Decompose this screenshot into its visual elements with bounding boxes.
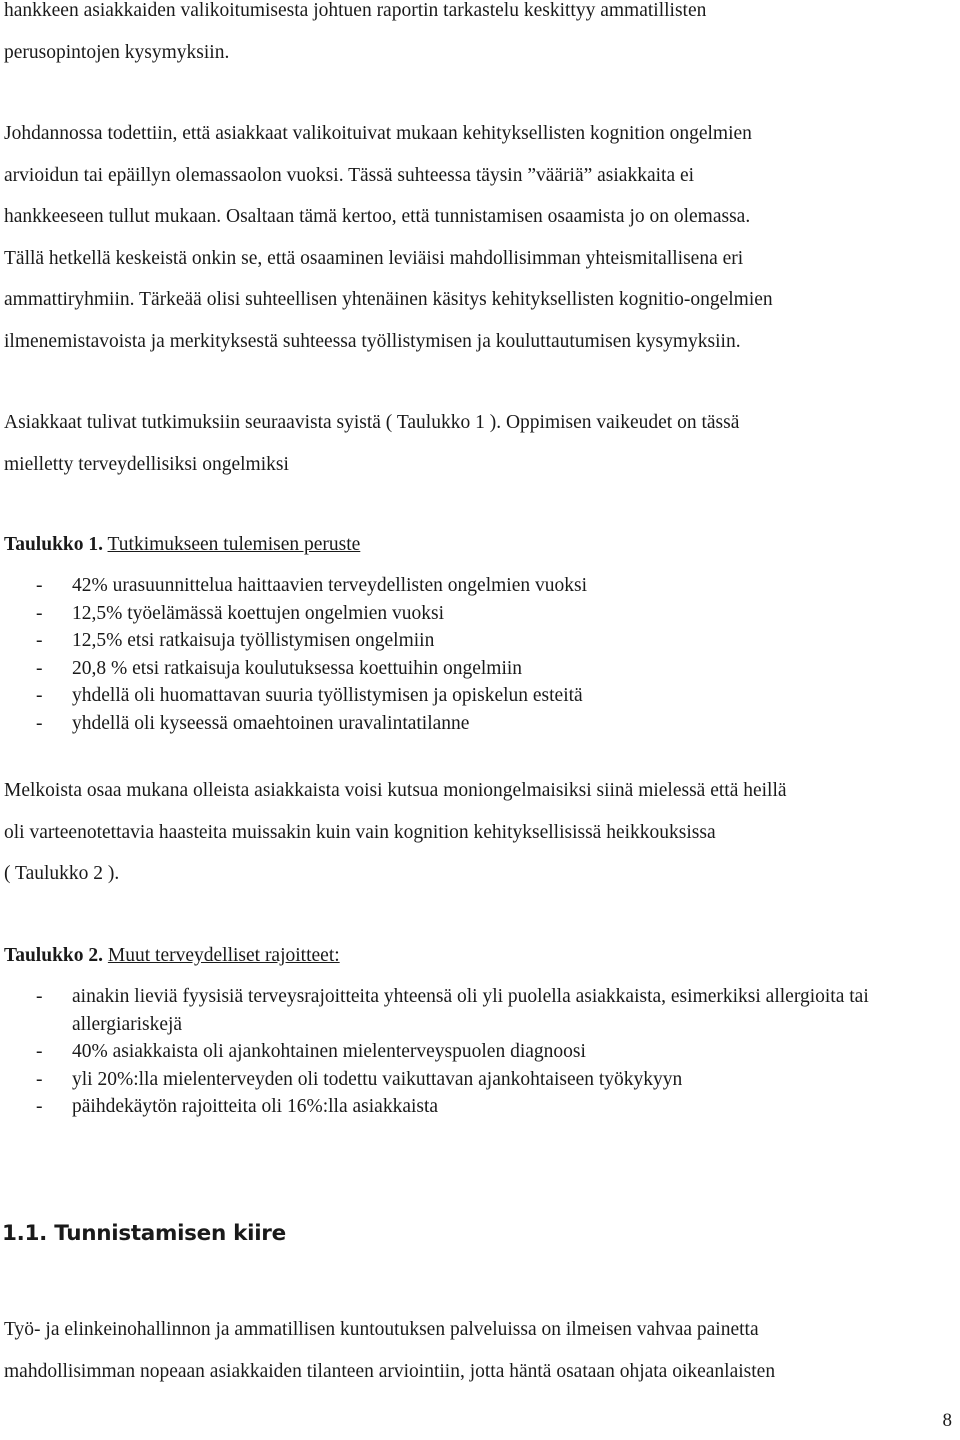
- list-item-text: yli 20%:lla mielenterveyden oli todettu vaikuttavan ajankohtaiseen työkykyyn: [72, 1068, 683, 1090]
- text-line: oli varteenotettavia haasteita muissakin kuin vain kognition kehityksellisissä heikkouksissa: [4, 821, 716, 843]
- list-dash: -: [36, 712, 43, 734]
- table-2-label: Taulukko 2.: [4, 945, 104, 966]
- list-item: [36, 1093, 936, 1121]
- list-item: [36, 983, 936, 1038]
- paragraph-introduction-summary: [4, 113, 954, 362]
- list-item-text: ainakin lieviä fyysisiä terveysrajoitteita yhteensä oli yli puolella asiakkaista, esimerkiksi allergioita tai allergiariskejä: [72, 986, 869, 1035]
- text-line: Asiakkaat tulivat tutkimuksiin seuraavista syistä ( Taulukko 1 ). Oppimisen vaikeudet on tässä: [4, 412, 740, 433]
- list-dash: -: [36, 1041, 43, 1062]
- list-dash: -: [36, 575, 43, 596]
- text-line: perusopintojen kysymyksiin.: [4, 41, 230, 63]
- table-1-caption: Tutkimukseen tulemisen peruste: [107, 534, 361, 555]
- list-item: [36, 627, 936, 655]
- text-line: arvioidun tai epäillyn olemassaolon vuoksi. Tässä suhteessa täysin ”vääriä” asiakkaita ei: [4, 164, 695, 186]
- table-1-title: [4, 531, 360, 559]
- table-1-list: [36, 572, 936, 737]
- text-line: Johdannossa todettiin, että asiakkaat valikoituivat mukaan kehityksellisten kognition ongelmien: [4, 123, 752, 144]
- list-dash: -: [36, 657, 43, 679]
- list-item-text: 40% asiakkaista oli ajankohtainen mielenterveyspuolen diagnoosi: [72, 1041, 586, 1062]
- list-dash: -: [36, 630, 43, 651]
- text-line: mahdollisimman nopeaan asiakkaiden tilanteen arviointiin, jotta häntä osataan ohjata oikeanlaisten: [4, 1360, 776, 1382]
- text-line: ilmenemistavoista ja merkityksestä suhteessa työllistymisen ja kouluttautumisen kysymyksiin.: [4, 330, 741, 352]
- list-dash: -: [36, 1096, 43, 1117]
- section-heading: 1.1. Tunnistamisen kiire: [2, 1221, 286, 1246]
- text-line: Työ- ja elinkeinohallinnon ja ammatillisen kuntoutuksen palveluissa on ilmeisen vahvaa painetta: [4, 1319, 759, 1340]
- list-dash: -: [36, 685, 43, 706]
- list-item: [36, 682, 936, 710]
- text-line: Tällä hetkellä keskeistä onkin se, että osaaminen leviäisi mahdollisimman yhteismitallisena eri: [4, 247, 744, 269]
- list-dash: -: [36, 1068, 43, 1090]
- page-number: 8: [942, 1410, 952, 1431]
- list-item-text: 42% urasuunnittelua haittaavien terveydellisten ongelmien vuoksi: [72, 575, 587, 596]
- list-dash: -: [36, 986, 43, 1007]
- table-1-label: Taulukko 1.: [4, 534, 104, 555]
- paragraph-multiproblem-clients: [4, 770, 954, 895]
- table-2-list: [36, 983, 936, 1121]
- paragraph-identification-urgency: [4, 1309, 954, 1392]
- text-line: hankkeeseen tullut mukaan. Osaltaan tämä kertoo, että tunnistamisen osaamista jo on olemassa.: [4, 206, 751, 227]
- list-item-text: päihdekäytön rajoitteita oli 16%:lla asiakkaista: [72, 1096, 439, 1117]
- list-item-text: 20,8 % etsi ratkaisuja koulutuksessa koettuihin ongelmiin: [72, 657, 523, 679]
- list-item-text: yhdellä oli kyseessä omaehtoinen uravalintatilanne: [72, 712, 470, 734]
- text-line: hankkeen asiakkaiden valikoitumisesta johtuen raportin tarkastelu keskittyy ammatillisten: [4, 0, 707, 21]
- text-line: Melkoista osaa mukana olleista asiakkaista voisi kutsua moniongelmaisiksi siinä mielessä että heillä: [4, 780, 787, 801]
- list-item-text: yhdellä oli huomattavan suuria työllistymisen ja opiskelun esteitä: [72, 685, 583, 706]
- list-dash: -: [36, 602, 43, 624]
- table-2-caption: Muut terveydelliset rajoitteet:: [107, 945, 340, 966]
- list-item: [36, 655, 936, 683]
- list-item: [36, 572, 936, 600]
- list-item-text: 12,5% etsi ratkaisuja työllistymisen ongelmiin: [72, 630, 435, 651]
- text-line: ( Taulukko 2 ).: [4, 863, 120, 884]
- list-item: [36, 1038, 936, 1066]
- list-item: [36, 710, 936, 738]
- paragraph-intro-continuation: [4, 0, 954, 73]
- paragraph-reasons-intro: [4, 402, 954, 485]
- list-item: [36, 1066, 936, 1094]
- text-line: mielletty terveydellisiksi ongelmiksi: [4, 453, 289, 475]
- table-2-title: [4, 942, 340, 970]
- list-item: [36, 600, 936, 628]
- text-line: ammattiryhmiin. Tärkeää olisi suhteellisen yhtenäinen käsitys kehityksellisten kognitio-ongelmien: [4, 289, 773, 310]
- list-item-text: 12,5% työelämässä koettujen ongelmien vuoksi: [72, 602, 445, 624]
